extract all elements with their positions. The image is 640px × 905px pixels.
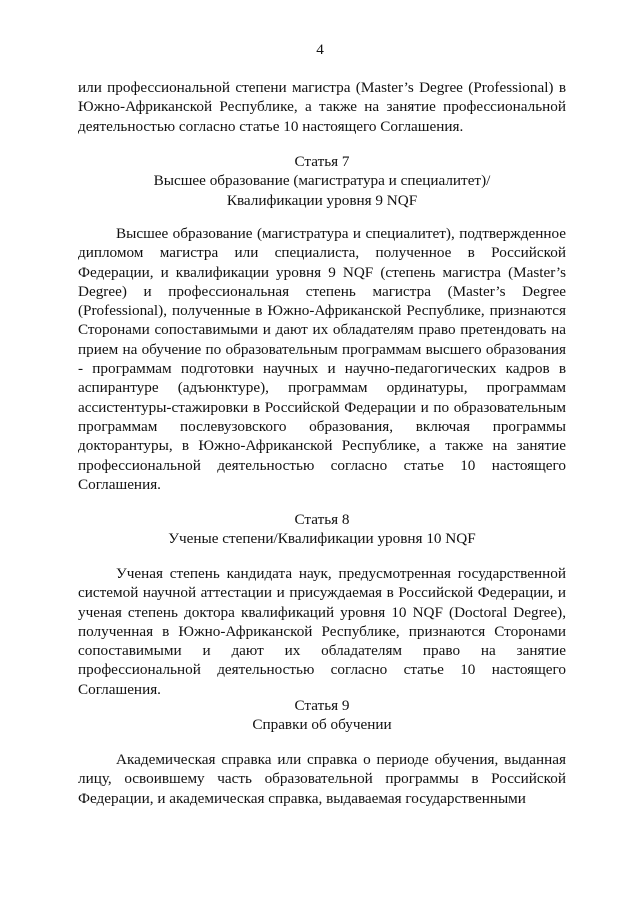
article-9-body — [78, 750, 566, 808]
article-9-paragraph: Академическая справка или справка о периоде обучения, выданная лицу, освоившему часть образовательной программы в Российской Федерации, и академическая справка, выдаваемая государственными — [78, 751, 566, 807]
article-8-number: Статья 8 — [294, 511, 350, 528]
article-7-title-line-1: Высшее образование (магистратура и специалитет)/ — [153, 172, 491, 190]
article-8-heading — [78, 510, 566, 549]
article-9-title: Справки об обучении — [252, 716, 392, 734]
article-7-title-line-2: Квалификации уровня 9 NQF — [226, 191, 418, 209]
article-7-heading — [78, 152, 566, 210]
article-9-number: Статья 9 — [294, 697, 350, 714]
article-8-title: Ученые степени/Квалификации уровня 10 NQF — [168, 530, 476, 548]
article-7-number: Статья 7 — [294, 153, 350, 170]
intro-paragraph: или профессиональной степени магистра (Master’s Degree (Professional) в Южно-Африканской Республике, а также на занятие профессиональной деятельностью согласно статье 10 настоящего Соглашения. — [78, 79, 566, 135]
article-9-heading — [78, 696, 566, 735]
article-8-body — [78, 564, 566, 699]
page-number: 4 — [316, 41, 324, 58]
article-8-paragraph: Ученая степень кандидата наук, предусмотренная государственной системой научной аттестации и присуждаемая в Российской Федерации, и ученая степень доктора квалификаций уровня 10 NQF (Doctoral Degree), полученная в Южно-Африканской Республике, признаются Сторонами сопоставимыми и дают их обладателям право на занятие профессиональной деятельностью согласно статье 10 настоящего Соглашения. — [78, 565, 566, 698]
intro-paragraph-block — [78, 78, 566, 136]
article-7-paragraph: Высшее образование (магистратура и специалитет), подтвержденное дипломом магистра или специалиста, полученное в Российской Федерации, и квалификации уровня 9 NQF (степень магистра (Master’s Degree) и профессиональная степень магистра (Master’s Degree (Professional), полученные в Южно-Африканской Республике, признаются Сторонами сопоставимыми и дают их обладателям право претендовать на прием на обучение по образовательным программам высшего образования - программам подготовки научных и научно-педагогических кадров в аспирантуре (адъюнктуре), программам ординатуры, программам ассистентуры-стажировки в Российской Федерации и по образовательным программам послевузовского образования, включая программы докторантуры, в Южно-Африканской Республике, а также на занятие профессиональной деятельностью согласно статье 10 настоящего Соглашения. — [78, 225, 566, 493]
article-7-body — [78, 224, 566, 494]
